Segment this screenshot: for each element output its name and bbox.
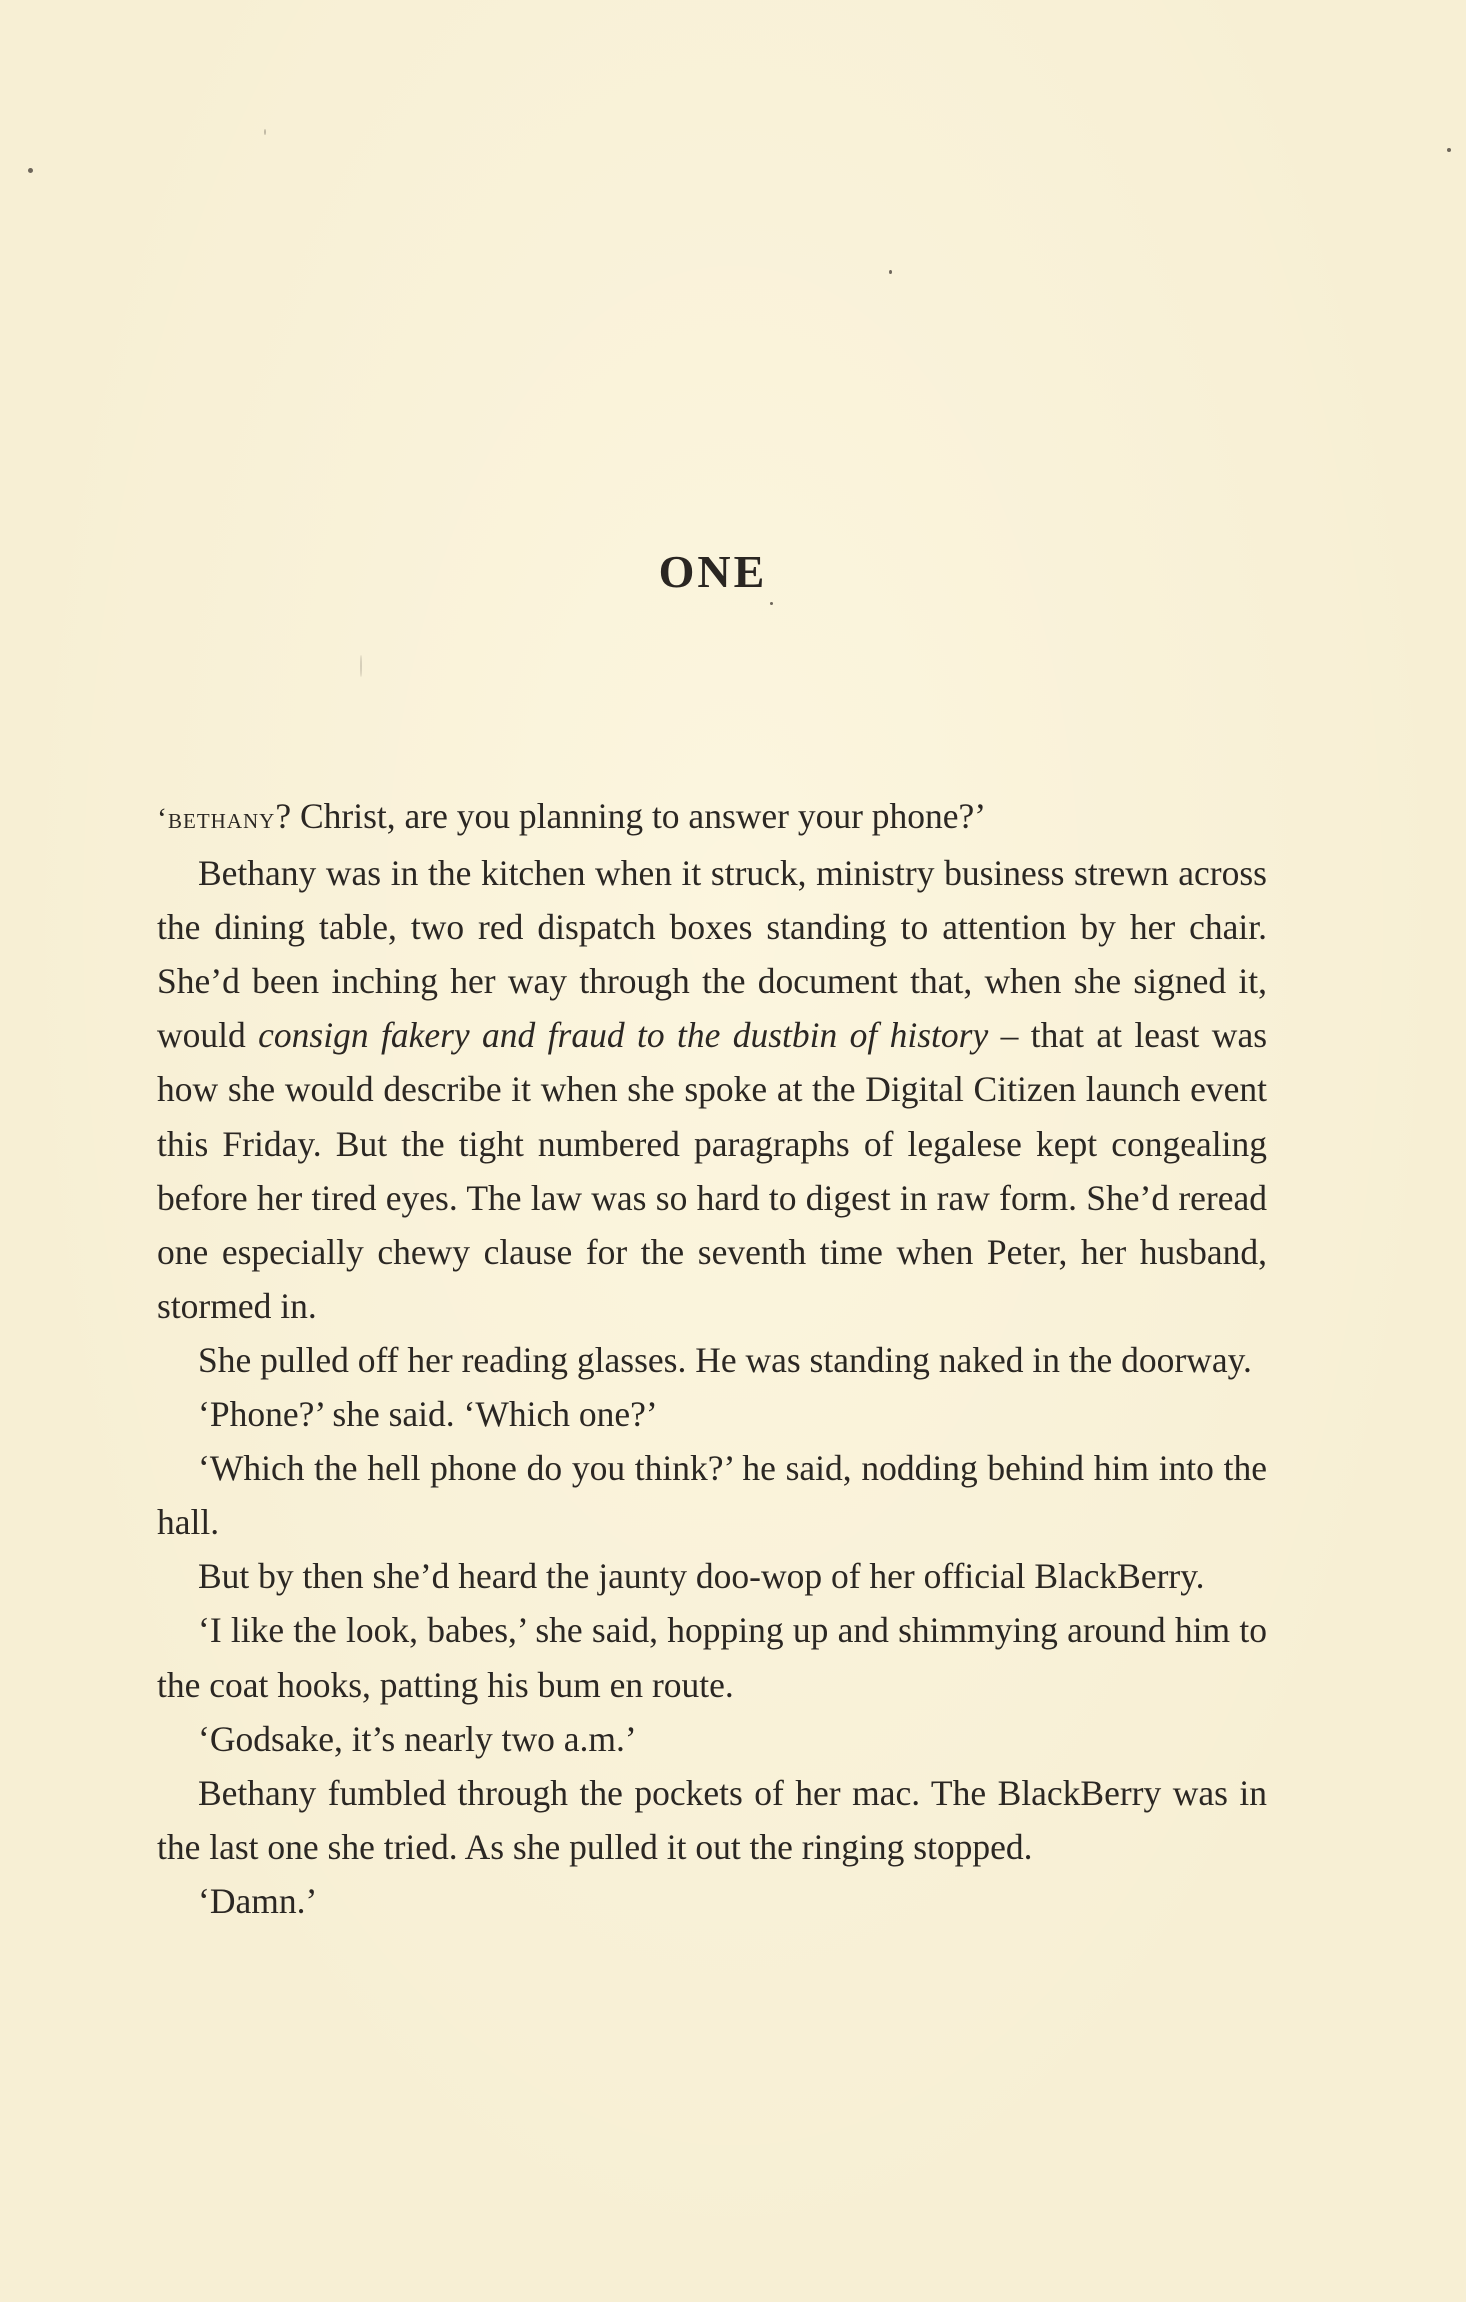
paragraph <box>157 789 1267 846</box>
opening-small-caps: ‘bethany <box>157 802 276 835</box>
page-speck <box>360 655 362 677</box>
paragraph-text: Bethany was in the kitchen when it struck, ministry business strewn across the dining table, two red dispatch boxes standing to attention by her chair. She’d been inching her way through the document that, when she signed it, would <box>157 853 1267 1056</box>
paragraph <box>157 846 1267 1333</box>
page-speck <box>264 129 266 135</box>
paragraph: But by then she’d heard the jaunty doo-wop of her official BlackBerry. <box>198 1556 1205 1597</box>
paragraph: ‘I like the look, babes,’ she said, hopping up and shimmying around him to the coat hooks, patting his bum en route. <box>157 1610 1267 1705</box>
paragraph: She pulled off her reading glasses. He was standing naked in the doorway. <box>198 1339 1252 1380</box>
paragraph: ‘Phone?’ she said. ‘Which one?’ <box>198 1394 658 1435</box>
paragraph: ‘Godsake, it’s nearly two a.m.’ <box>198 1718 637 1759</box>
body-text <box>157 789 1267 1928</box>
page-speck <box>1447 148 1451 152</box>
chapter-title: ONE <box>658 545 768 597</box>
page-speck <box>889 270 892 274</box>
italic-phrase: consign fakery and fraud to the dustbin of history <box>258 1015 989 1056</box>
page-speck <box>28 168 33 173</box>
page-speck <box>770 602 773 605</box>
paragraph-text: – that at least was how she would describe it when she spoke at the Digital Citizen launch event this Friday. But the tight numbered paragraphs of legalese kept congealing before her tired eyes. The law was so hard to digest in raw form. She’d reread one especially chewy clause for the seventh time when Peter, her husband, stormed in. <box>157 1015 1268 1326</box>
paragraph-text: ? Christ, are you planning to answer your phone?’ <box>275 796 987 836</box>
paragraph: ‘Damn.’ <box>198 1880 318 1921</box>
paragraph: ‘Which the hell phone do you think?’ he said, nodding behind him into the hall. <box>157 1448 1267 1543</box>
paragraph: Bethany fumbled through the pockets of her mac. The BlackBerry was in the last one she tried. As she pulled it out the ringing stopped. <box>157 1772 1267 1867</box>
